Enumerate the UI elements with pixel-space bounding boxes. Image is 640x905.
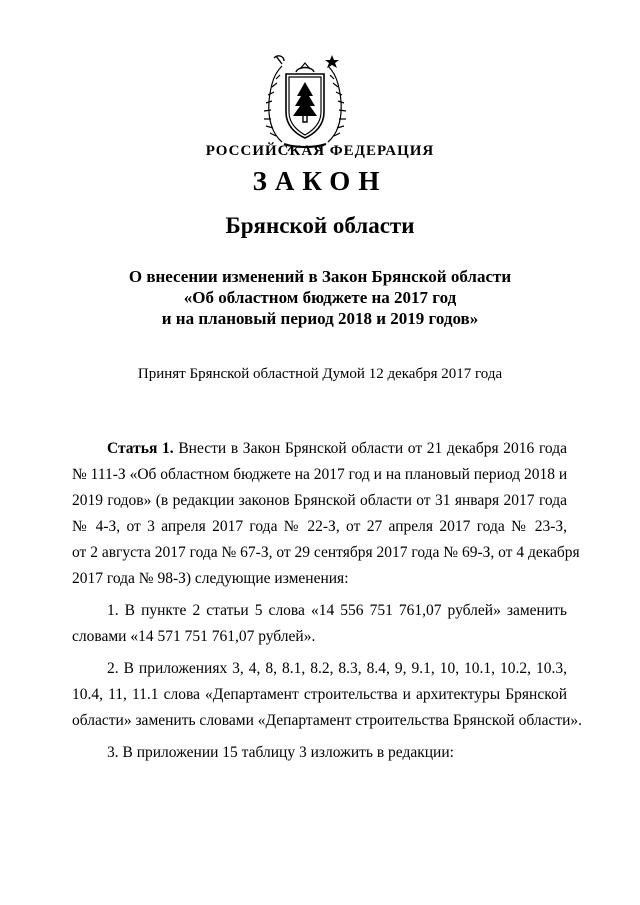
law-title: ЗАКОН	[252, 166, 388, 196]
subject-line: О внесении изменений в Закон Брянской области	[128, 267, 512, 286]
item-1-line: 1. В пункте 2 статьи 5 слова «14 556 751 761,07 рублей» заменить	[107, 602, 567, 619]
article-intro-line: от 2 августа 2017 года № 67-З, от 29 сентября 2017 года № 69-З, от 4 декабря	[72, 544, 580, 561]
country-heading: РОССИЙСКАЯ ФЕДЕРАЦИЯ	[205, 143, 435, 159]
item-2-line: области» заменить словами «Департамент строительства Брянской области».	[72, 712, 583, 729]
item-2-line: 10.4, 11, 11.1 слова «Департамент строительства и архитектуры Брянской	[72, 686, 567, 703]
article-label: Статья 1.	[107, 440, 174, 457]
article-intro-line: № 111-З «Об областном бюджете на 2017 год и на плановый период 2018 и	[72, 466, 568, 483]
bryansk-region-coat-of-arms-icon	[262, 52, 348, 152]
article-intro-line: Статья 1. Внести в Закон Брянской области от 21 декабря 2016 года	[107, 440, 568, 457]
item-3-line: 3. В приложении 15 таблицу 3 изложить в редакции:	[107, 744, 454, 761]
article-1	[72, 436, 583, 766]
subject-line: и на плановый период 2018 и 2019 годов»	[161, 309, 479, 328]
article-intro-line: 2019 годов» (в редакции законов Брянской области от 31 января 2017 года	[72, 492, 567, 509]
item-2-line: 2. В приложениях 3, 4, 8, 8.1, 8.2, 8.3, 8.4, 9, 9.1, 10, 10.1, 10.2, 10.3,	[107, 660, 567, 677]
subject-line: «Об областном бюджете на 2017 год	[183, 288, 457, 307]
article-intro-line: 2017 года № 98-З) следующие изменения:	[72, 570, 349, 587]
region-heading: Брянской области	[225, 213, 415, 238]
adoption-note: Принят Брянской областной Думой 12 декабря 2017 года	[137, 366, 503, 382]
item-1-line: словами «14 571 751 761,07 рублей».	[72, 628, 316, 645]
law-subject	[80, 266, 560, 329]
article-intro-line: № 4-З, от 3 апреля 2017 года № 22-З, от 27 апреля 2017 года № 23-З,	[72, 518, 567, 535]
